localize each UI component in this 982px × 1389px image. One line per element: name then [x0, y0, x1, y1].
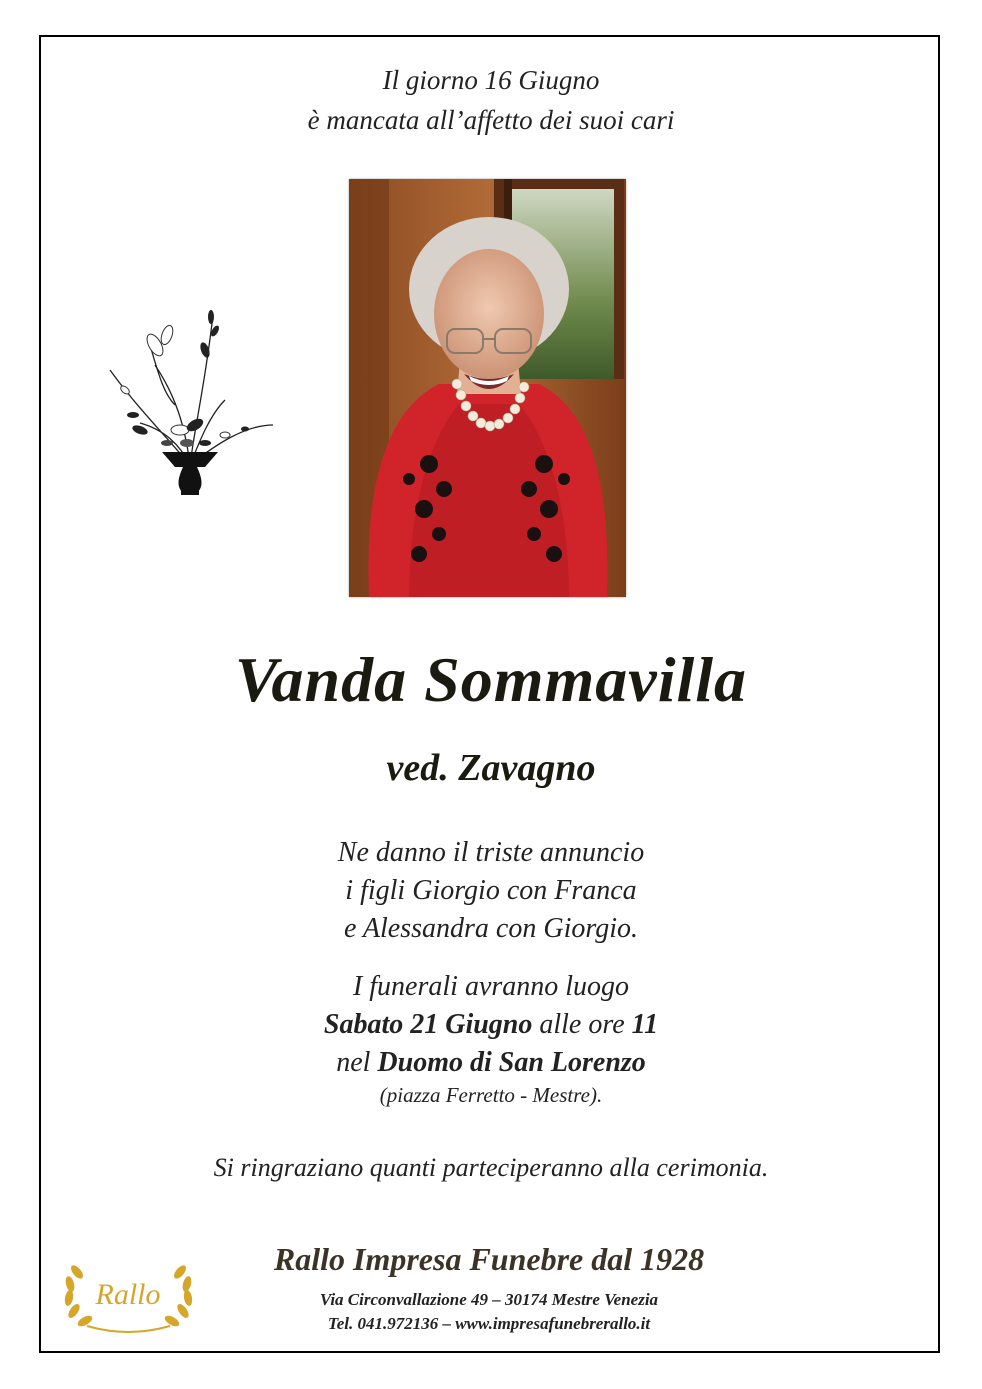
- company-address: Via Circonvallazione 49 – 30174 Mestre Venezia: [319, 1290, 659, 1309]
- funeral-place-line: [0, 1044, 982, 1082]
- intro-line-2: è mancata all’affetto dei suoi cari: [307, 105, 675, 135]
- funeral-info: [0, 968, 982, 1108]
- logo-text: Rallo: [95, 1278, 161, 1311]
- announcement-line-1: Ne danno il triste annuncio: [337, 837, 645, 868]
- funeral-date-line: [0, 1006, 982, 1044]
- announcement-line-2: i figli Giorgio con Franca: [345, 875, 637, 906]
- ikebana-flower-vase-icon: [105, 305, 275, 500]
- company-name: Rallo Impresa Funebre dal 1928: [273, 1241, 705, 1277]
- announcement-line-3: e Alessandra con Giorgio.: [344, 913, 638, 944]
- portrait-photo: [349, 179, 626, 597]
- funeral-address: (piazza Ferretto - Mestre).: [379, 1083, 603, 1107]
- company-contact: Tel. 041.972136 – www.impresafunebrerallo.it: [327, 1314, 651, 1333]
- funeral-date: Sabato 21 Giugno: [323, 1009, 533, 1040]
- widow-of: ved. Zavagno: [386, 747, 596, 789]
- laurel-wreath-logo: [57, 1252, 200, 1334]
- announcement: [0, 834, 982, 948]
- intro-line-1: Il giorno 16 Giugno: [382, 65, 600, 95]
- intro-text: [0, 60, 982, 140]
- funeral-place: Duomo di San Lorenzo: [377, 1047, 646, 1078]
- funeral-time-prefix: alle ore: [539, 1009, 625, 1040]
- deceased-name: Vanda Sommavilla: [234, 644, 748, 715]
- thanks-text: Si ringraziano quanti parteciperanno alla cerimonia.: [213, 1153, 769, 1182]
- funeral-place-prefix: nel: [336, 1047, 371, 1078]
- funeral-line-1: I funerali avranno luogo: [352, 971, 630, 1002]
- funeral-time: 11: [631, 1009, 659, 1040]
